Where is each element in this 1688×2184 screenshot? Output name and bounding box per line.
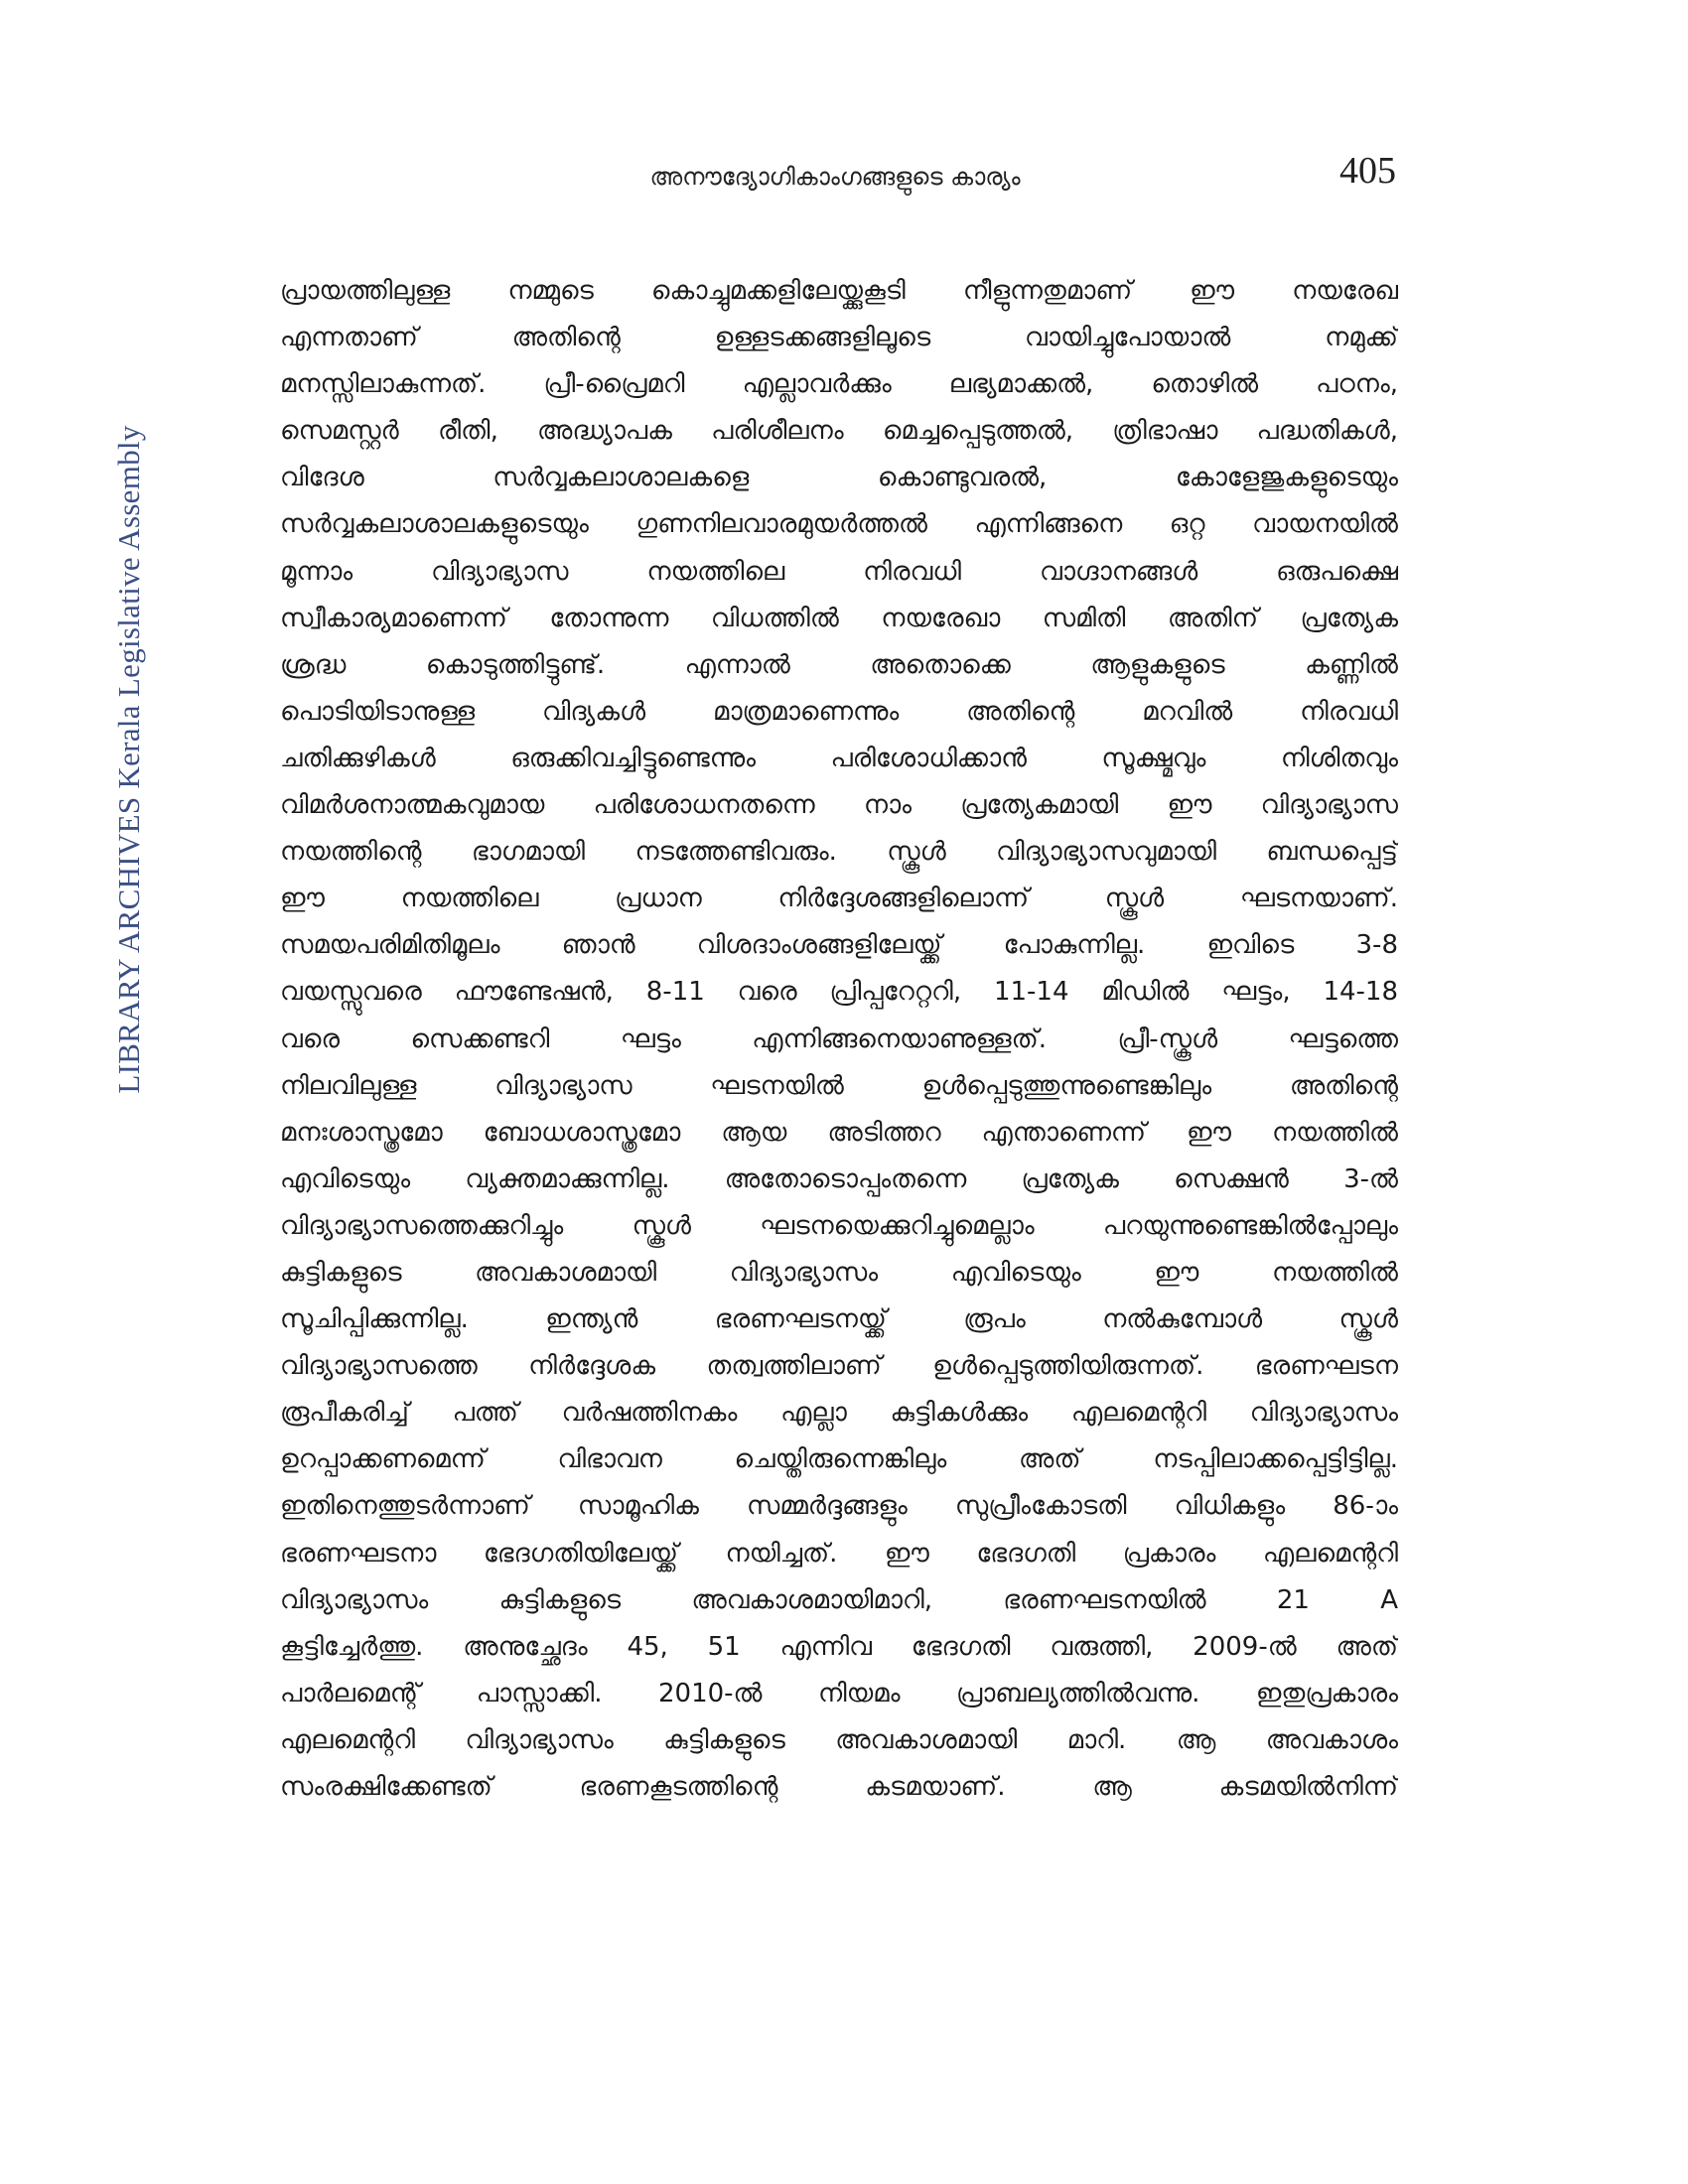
text-line: പ്രായത്തിലുള്ള നമ്മുടെ കൊച്ചുമക്കളിലേയ്ക്കുകൂടി നീളുന്നതുമാണ് ഈ നയരേഖ [280, 276, 1398, 306]
text-line: ഭരണഘടനാ ഭേദഗതിയിലേയ്ക്ക് നയിച്ചത്. ഈ ഭേദഗതി പ്രകാരം എലമെന്ററി [280, 1538, 1398, 1569]
text-line: പാർലമെന്റ് പാസ്സാക്കി. 2010-ൽ നിയമം പ്രാബല്യത്തിൽവന്നു. ഇതുപ്രകാരം [280, 1678, 1398, 1708]
text-line: ഇതിനെത്തുടർന്നാണ് സാമൂഹിക സമ്മർദ്ദങ്ങളും സുപ്രീംകോടതി വിധികളും 86-ാം [280, 1491, 1398, 1522]
text-line: വിദ്യാഭ്യാസത്തെക്കുറിച്ചും സ്കൂൾ ഘടനയെക്കുറിച്ചുമെല്ലാം പറയുന്നുണ്ടെങ്കിൽപ്പോലും [280, 1210, 1398, 1241]
text-line: പൊടിയിടാനുള്ള വിദ്യകൾ മാത്രമാണെന്നും അതിന്റെ മറവിൽ നിരവധി [280, 696, 1398, 727]
text-line: ശ്രദ്ധ കൊടുത്തിട്ടുണ്ട്. എന്നാൽ അതൊക്കെ ആളുകളുടെ കണ്ണിൽ [280, 649, 1398, 680]
text-line: സ്വീകാര്യമാണെന്ന് തോന്നുന്ന വിധത്തിൽ നയരേഖാ സമിതി അതിന് പ്രത്യേക [280, 603, 1398, 633]
text-line: സംരക്ഷിക്കേണ്ടത് ഭരണകൂടത്തിന്റെ കടമയാണ്. ആ കടമയിൽനിന്ന് [280, 1772, 1398, 1802]
text-line: എവിടെയും വ്യക്തമാക്കുന്നില്ല. അതോടൊപ്പംതന്നെ പ്രത്യേക സെക്ഷൻ 3-ൽ [280, 1163, 1398, 1194]
text-line: നിലവിലുള്ള വിദ്യാഭ്യാസ ഘടനയിൽ ഉൾപ്പെടുത്തുന്നുണ്ടെങ്കിലും അതിന്റെ [280, 1070, 1398, 1101]
text-line: വരെ സെക്കണ്ടറി ഘട്ടം എന്നിങ്ങനെയാണുള്ളത്. പ്രീ-സ്കൂൾ ഘട്ടത്തെ [280, 1024, 1398, 1054]
text-line: സർവ്വകലാശാലകളുടെയും ഗുണനിലവാരമുയർത്തൽ എന്നിങ്ങനെ ഒറ്റ വായനയിൽ [280, 509, 1398, 540]
running-title: അനൗദ്യോഗികാംഗങ്ങളുടെ കാര്യം [649, 163, 1021, 191]
text-line: വയസ്സുവരെ ഫൗണ്ടേഷൻ, 8-11 വരെ പ്രിപ്പറേറ്ററി, 11-14 മിഡിൽ ഘട്ടം, 14-18 [280, 977, 1398, 1008]
text-line: കൂട്ടിച്ചേർത്തു. അനുച്ഛേദം 45, 51 എന്നിവ ഭേദഗതി വരുത്തി, 2009-ൽ അത് [280, 1631, 1398, 1662]
text-line: രൂപീകരിച്ച് പത്ത് വർഷത്തിനകം എല്ലാ കുട്ടികൾക്കും എലമെന്ററി വിദ്യാഭ്യാസം [280, 1398, 1398, 1429]
text-line: സെമസ്റ്റർ രീതി, അദ്ധ്യാപക പരിശീലനം മെച്ചപ്പെടുത്തൽ, ത്രിഭാഷാ പദ്ധതികൾ, [280, 416, 1398, 447]
text-line: ചതിക്കുഴികൾ ഒരുക്കിവച്ചിട്ടുണ്ടെന്നും പരിശോധിക്കാൻ സൂക്ഷ്മവും നിശിതവും [280, 743, 1398, 773]
text-line: സമയപരിമിതിമൂലം ഞാൻ വിശദാംശങ്ങളിലേയ്ക്ക് പോകുന്നില്ല. ഇവിടെ 3-8 [280, 930, 1398, 961]
text-line: വിദേശ സർവ്വകലാശാലകളെ കൊണ്ടുവരൽ, കോളേജുകളുടെയും [280, 463, 1398, 493]
text-line: കുട്ടികളുടെ അവകാശമായി വിദ്യാഭ്യാസം എവിടെയും ഈ നയത്തിൽ [280, 1257, 1398, 1288]
text-line: മൂന്നാം വിദ്യാഭ്യാസ നയത്തിലെ നിരവധി വാഗ്ദാനങ്ങൾ ഒരുപക്ഷെ [280, 556, 1398, 587]
page-number: 405 [1339, 150, 1396, 192]
text-line: വിദ്യാഭ്യാസത്തെ നിർദ്ദേശക തത്വത്തിലാണ് ഉൾപ്പെടുത്തിയിരുന്നത്. ഭരണഘടന [280, 1351, 1398, 1382]
text-line: ഉറപ്പാക്കണമെന്ന് വിഭാവന ചെയ്തിരുന്നെങ്കിലും അത് നടപ്പിലാക്കപ്പെട്ടിട്ടില്ല. [280, 1444, 1398, 1475]
watermark-text: LIBRARY ARCHIVES Kerala Legislative Assembly [111, 425, 146, 1094]
text-line: എലമെന്ററി വിദ്യാഭ്യാസം കുട്ടികളുടെ അവകാശമായി മാറി. ആ അവകാശം [280, 1724, 1398, 1755]
text-line: നയത്തിന്റെ ഭാഗമായി നടത്തേണ്ടിവരും. സ്കൂൾ വിദ്യാഭ്യാസവുമായി ബന്ധപ്പെട്ട് [280, 837, 1398, 868]
text-line: മനഃശാസ്ത്രമോ ബോധശാസ്ത്രമോ ആയ അടിത്തറ എന്താണെന്ന് ഈ നയത്തിൽ [280, 1117, 1398, 1148]
text-line: സൂചിപ്പിക്കുന്നില്ല. ഇന്ത്യൻ ഭരണഘടനയ്ക്ക് രൂപം നൽകുമ്പോൾ സ്കൂൾ [280, 1304, 1398, 1335]
text-line: ഈ നയത്തിലെ പ്രധാന നിർദ്ദേശങ്ങളിലൊന്ന് സ്കൂൾ ഘടനയാണ്. [280, 884, 1398, 914]
text-line: വിദ്യാഭ്യാസം കുട്ടികളുടെ അവകാശമായിമാറി, ഭരണഘടനയിൽ 21 A [280, 1584, 1398, 1615]
text-line: മനസ്സിലാകുന്നത്. പ്രീ-പ്രൈമറി എല്ലാവർക്കും ലഭ്യമാക്കൽ, തൊഴിൽ പഠനം, [280, 369, 1398, 400]
text-line: വിമർശനാത്മകവുമായ പരിശോധനതന്നെ നാം പ്രത്യേകമായി ഈ വിദ്യാഭ്യാസ [280, 790, 1398, 821]
page-header [274, 149, 1396, 208]
body-text [280, 268, 1398, 1811]
text-line: എന്നതാണ് അതിന്റെ ഉള്ളടക്കങ്ങളിലൂടെ വായിച്ചുപോയാൽ നമുക്ക് [280, 323, 1398, 353]
